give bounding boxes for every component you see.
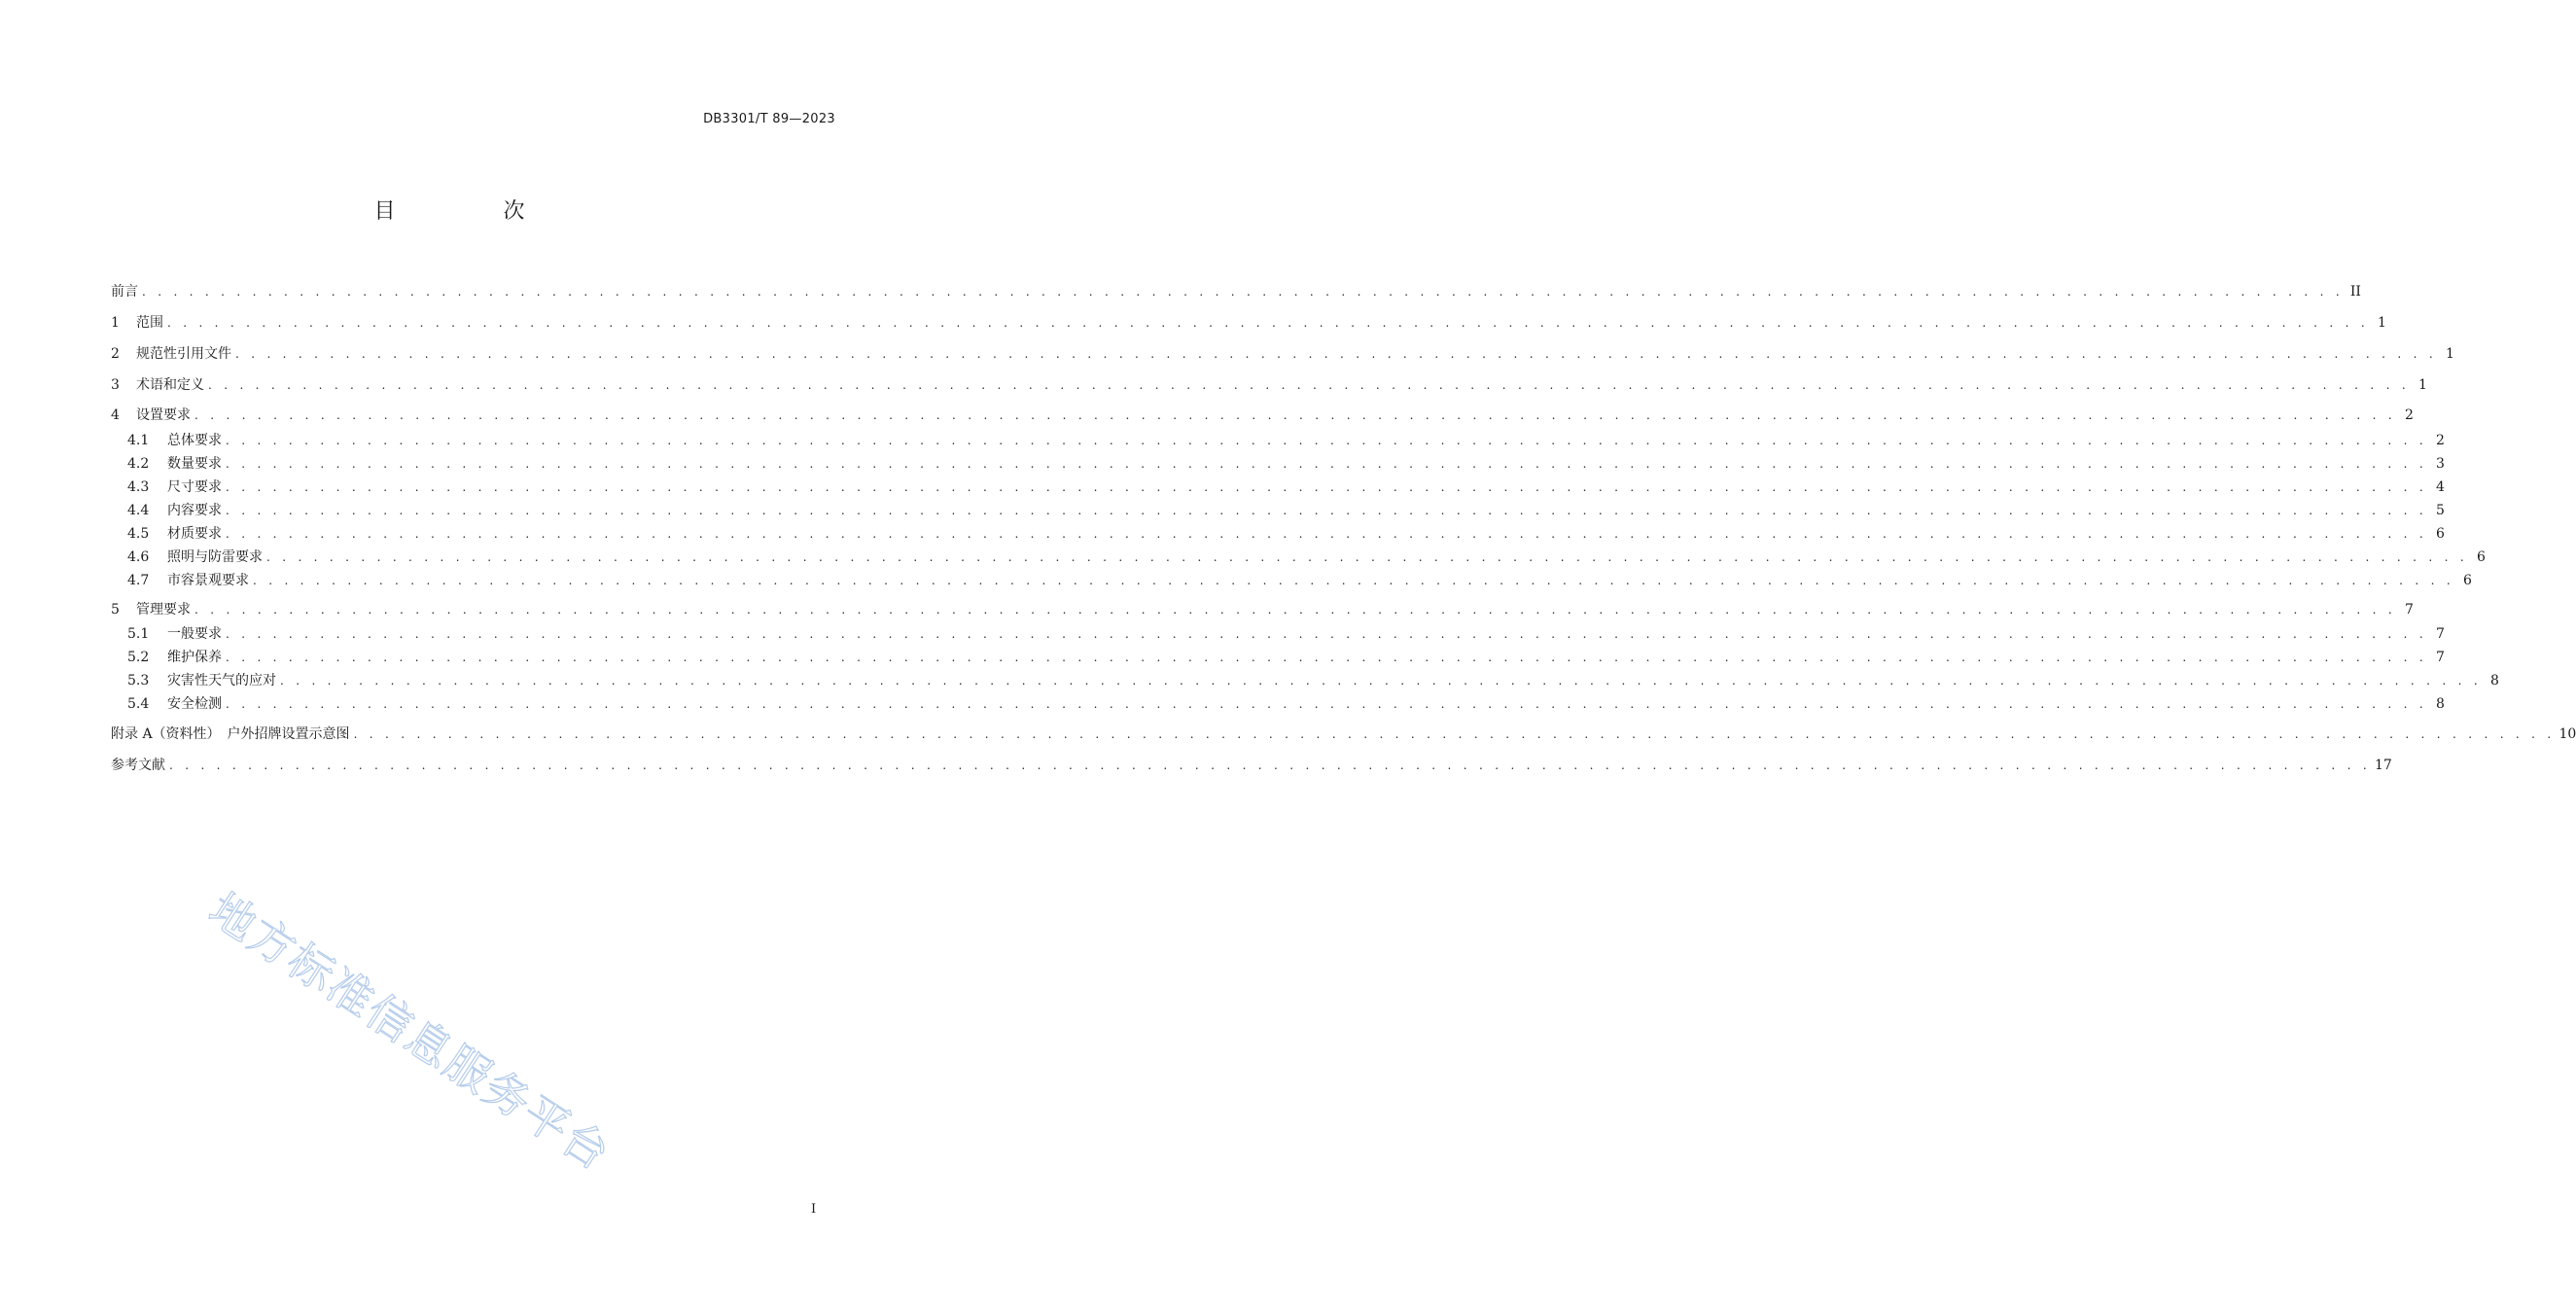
toc-entry-page: 1	[2446, 346, 2454, 362]
toc-entry-number: 4.6	[127, 549, 150, 565]
toc-entry-page: 5	[2436, 503, 2445, 518]
toc-entry-page: 1	[2418, 377, 2427, 393]
toc-entry-title: 尺寸要求	[167, 479, 222, 495]
toc-entry-title: 术语和定义	[136, 377, 204, 393]
toc-dot-leader: . . . . . . . . . . . . . . . . . . . . . . . . . . . . . . . . . . . . . . . . . . . . . . . . . . . . . . . . . . . . . . . . . . . . . . . . . . . . . . . . . . . . . . . . . . . . . . . . . . . . . . . . . . . . . . . . . . . . . . . . . . . . . . . . . . . . . . . . . . . .	[266, 550, 2468, 564]
toc-entry-page: 8	[2436, 696, 2445, 712]
toc-entry-number: 4.3	[127, 479, 150, 495]
toc-entry-page: 7	[2405, 602, 2414, 618]
toc-dot-leader: . . . . . . . . . . . . . . . . . . . . . . . . . . . . . . . . . . . . . . . . . . . . . . . . . . . . . . . . . . . . . . . . . . . . . . . . . . . . . . . . . . . . . . . . . . . . . . . . . . . . . . . . . . . . . . . . . . . . . . . . . . . . . . . . . . . . . . . . . . . .	[226, 457, 2427, 471]
toc-entry-label	[111, 694, 222, 714]
toc-entry-title: 一般要求	[167, 626, 222, 642]
toc-entry[interactable]	[111, 454, 2445, 474]
toc-entry-label	[111, 571, 249, 590]
page-number: I	[811, 1202, 817, 1217]
toc-entry-page: 6	[2477, 549, 2486, 565]
toc-entry-number: 1	[111, 315, 120, 331]
toc-entry-page: 7	[2436, 626, 2445, 642]
toc-entry-label	[111, 431, 222, 450]
toc-entry[interactable]	[111, 431, 2445, 450]
toc-dot-leader: . . . . . . . . . . . . . . . . . . . . . . . . . . . . . . . . . . . . . . . . . . . . . . . . . . . . . . . . . . . . . . . . . . . . . . . . . . . . . . . . . . . . . . . . . . . . . . . . . . . . . . . . . . . . . . . . . . . . . . . . . . . . . . . . . . . . . . . . . . . .	[167, 316, 2369, 330]
toc-entry[interactable]	[111, 524, 2445, 544]
toc-entry-page: 6	[2436, 526, 2445, 542]
toc-entry-page: II	[2349, 284, 2361, 300]
toc-entry[interactable]	[111, 375, 2427, 395]
toc-entry-number: 3	[111, 377, 120, 393]
toc-entry-number: 5.1	[127, 626, 150, 642]
toc-entry[interactable]	[111, 756, 2392, 775]
toc-entry[interactable]	[111, 501, 2445, 520]
toc-entry[interactable]	[111, 313, 2386, 333]
toc-entry-page: 2	[2436, 433, 2445, 448]
toc-entry-number: 5.2	[127, 650, 150, 665]
toc-entry-label	[111, 756, 165, 775]
toc-entry-number: 5.4	[127, 696, 150, 712]
toc-entry[interactable]	[111, 648, 2445, 667]
toc-entry-label	[111, 477, 222, 497]
toc-dot-leader: . . . . . . . . . . . . . . . . . . . . . . . . . . . . . . . . . . . . . . . . . . . . . . . . . . . . . . . . . . . . . . . . . . . . . . . . . . . . . . . . . . . . . . . . . . . . . . . . . . . . . . . . . . . . . . . . . . . . . . . . . . . . . . . . . . . . . . . . . . . .	[253, 574, 2454, 587]
toc-entry[interactable]	[111, 282, 2361, 301]
toc-entry-label	[111, 344, 231, 364]
toc-entry-page: 8	[2490, 673, 2499, 689]
toc-entry-number: 4.2	[127, 456, 150, 472]
toc-entry-label	[111, 671, 276, 690]
toc-entry-title: 内容要求	[167, 503, 222, 518]
toc-dot-leader: . . . . . . . . . . . . . . . . . . . . . . . . . . . . . . . . . . . . . . . . . . . . . . . . . . . . . . . . . . . . . . . . . . . . . . . . . . . . . . . . . . . . . . . . . . . . . . . . . . . . . . . . . . . . . . . . . . . . . . . . . . . . . . . . . . . . . . . . . . . .	[194, 408, 2396, 422]
toc-entry-label	[111, 524, 222, 544]
toc-dot-leader: . . . . . . . . . . . . . . . . . . . . . . . . . . . . . . . . . . . . . . . . . . . . . . . . . . . . . . . . . . . . . . . . . . . . . . . . . . . . . . . . . . . . . . . . . . . . . . . . . . . . . . . . . . . . . . . . . . . . . . . . . . . . . . . . . . . . . . . . . . . .	[226, 527, 2427, 541]
toc-entry-title: 维护保养	[167, 650, 222, 665]
toc-dot-leader: . . . . . . . . . . . . . . . . . . . . . . . . . . . . . . . . . . . . . . . . . . . . . . . . . . . . . . . . . . . . . . . . . . . . . . . . . . . . . . . . . . . . . . . . . . . . . . . . . . . . . . . . . . . . . . . . . . . . . . . . . . . . . . . . . . . . . . . . . . . .	[226, 480, 2427, 494]
toc-entry-number: 5	[111, 602, 120, 618]
toc-entry-label	[111, 648, 222, 667]
toc-entry-label	[111, 454, 222, 474]
toc-entry-page: 7	[2436, 650, 2445, 665]
toc-entry-title: 市容景观要求	[167, 573, 249, 588]
toc-entry-page: 4	[2436, 479, 2445, 495]
toc-entry-title: 设置要求	[136, 407, 191, 423]
toc-entry-title: 参考文献	[111, 758, 165, 773]
toc-entry-label	[111, 600, 191, 619]
toc-entry-title: 照明与防雷要求	[167, 549, 263, 565]
toc-entry[interactable]	[111, 671, 2499, 690]
toc-entry-title: 灾害性天气的应对	[167, 673, 276, 689]
toc-entry-title: 总体要求	[167, 433, 222, 448]
toc-dot-leader: . . . . . . . . . . . . . . . . . . . . . . . . . . . . . . . . . . . . . . . . . . . . . . . . . . . . . . . . . . . . . . . . . . . . . . . . . . . . . . . . . . . . . . . . . . . . . . . . . . . . . . . . . . . . . . . . . . . . . . . . . . . . . . . . . . . . . . . . . . . .	[226, 697, 2427, 711]
toc-entry-page: 3	[2436, 456, 2445, 472]
toc-dot-leader: . . . . . . . . . . . . . . . . . . . . . . . . . . . . . . . . . . . . . . . . . . . . . . . . . . . . . . . . . . . . . . . . . . . . . . . . . . . . . . . . . . . . . . . . . . . . . . . . . . . . . . . . . . . . . . . . . . . . . . . . . . . . . . . . . . . . . . . . . . . .	[235, 347, 2437, 361]
toc-dot-leader: . . . . . . . . . . . . . . . . . . . . . . . . . . . . . . . . . . . . . . . . . . . . . . . . . . . . . . . . . . . . . . . . . . . . . . . . . . . . . . . . . . . . . . . . . . . . . . . . . . . . . . . . . . . . . . . . . . . . . . . . . . . . . . . . . . . . . . . . . . . .	[169, 759, 2371, 772]
toc-title: 目 次	[373, 199, 576, 224]
watermark: 地方标准信息服务平台	[199, 882, 620, 1182]
toc-entry[interactable]	[111, 344, 2454, 364]
toc-dot-leader: . . . . . . . . . . . . . . . . . . . . . . . . . . . . . . . . . . . . . . . . . . . . . . . . . . . . . . . . . . . . . . . . . . . . . . . . . . . . . . . . . . . . . . . . . . . . . . . . . . . . . . . . . . . . . . . . . . . . . . . . . . . . . . . . . . . . . . . . . . . .	[226, 651, 2427, 664]
toc-entry-label	[111, 313, 163, 333]
toc-entry[interactable]	[111, 571, 2472, 590]
toc-entry-label	[111, 406, 191, 425]
toc-entry-number: 4.5	[127, 526, 150, 542]
toc-entry-number: 4.7	[127, 573, 150, 588]
toc-entry-title: 范围	[136, 315, 163, 331]
toc-dot-leader: . . . . . . . . . . . . . . . . . . . . . . . . . . . . . . . . . . . . . . . . . . . . . . . . . . . . . . . . . . . . . . . . . . . . . . . . . . . . . . . . . . . . . . . . . . . . . . . . . . . . . . . . . . . . . . . . . . . . . . . . . . . . . . . . . . . . . . . . . . . .	[226, 627, 2427, 641]
toc-dot-leader: . . . . . . . . . . . . . . . . . . . . . . . . . . . . . . . . . . . . . . . . . . . . . . . . . . . . . . . . . . . . . . . . . . . . . . . . . . . . . . . . . . . . . . . . . . . . . . . . . . . . . . . . . . . . . . . . . . . . . . . . . . . . . . . . . . . . . . . . . . . .	[226, 504, 2427, 517]
toc-dot-leader: . . . . . . . . . . . . . . . . . . . . . . . . . . . . . . . . . . . . . . . . . . . . . . . . . . . . . . . . . . . . . . . . . . . . . . . . . . . . . . . . . . . . . . . . . . . . . . . . . . . . . . . . . . . . . . . . . . . . . . . . . . . . . . . . . . . . . . . . . . . .	[194, 603, 2396, 617]
toc-entry-number: 2	[111, 346, 120, 362]
toc-entry-page: 17	[2374, 758, 2392, 773]
toc-entry-number: 5.3	[127, 673, 150, 689]
toc-entry-label	[111, 375, 204, 395]
toc-entry[interactable]	[111, 694, 2445, 714]
toc-entry-title: 管理要求	[136, 602, 191, 618]
toc-entry-number: 4.4	[127, 503, 150, 518]
toc-entry-label	[111, 282, 138, 301]
toc-entry[interactable]	[111, 477, 2445, 497]
toc-entry-title: 附录 A（资料性） 户外招牌设置示意图	[111, 726, 350, 742]
toc-entry-title: 材质要求	[167, 526, 222, 542]
toc-entry-title: 规范性引用文件	[136, 346, 231, 362]
toc-entry[interactable]	[111, 600, 2414, 619]
toc-entry-title: 前言	[111, 284, 138, 300]
toc-entry-page: 1	[2378, 315, 2386, 331]
toc-dot-leader: . . . . . . . . . . . . . . . . . . . . . . . . . . . . . . . . . . . . . . . . . . . . . . . . . . . . . . . . . . . . . . . . . . . . . . . . . . . . . . . . . . . . . . . . . . . . . . . . . . . . . . . . . . . . . . . . . . . . . . . . . . . . . . . . . . . . . . . . . . . .	[280, 674, 2482, 688]
toc-entry-label	[111, 548, 263, 567]
toc-entry[interactable]	[111, 406, 2414, 425]
toc-entry-page: 6	[2463, 573, 2472, 588]
toc-dot-leader: . . . . . . . . . . . . . . . . . . . . . . . . . . . . . . . . . . . . . . . . . . . . . . . . . . . . . . . . . . . . . . . . . . . . . . . . . . . . . . . . . . . . . . . . . . . . . . . . . . . . . . . . . . . . . . . . . . . . . . . . . . . . . . . . . . . . . . . . . . . .	[226, 434, 2427, 447]
toc-entry[interactable]	[111, 624, 2445, 644]
toc-entry-title: 数量要求	[167, 456, 222, 472]
toc-dot-leader: . . . . . . . . . . . . . . . . . . . . . . . . . . . . . . . . . . . . . . . . . . . . . . . . . . . . . . . . . . . . . . . . . . . . . . . . . . . . . . . . . . . . . . . . . . . . . . . . . . . . . . . . . . . . . . . . . . . . . . . . . . . . . . . . . . . . . . . . . . . .	[208, 378, 2410, 392]
toc-entry-page: 10	[2558, 726, 2576, 742]
toc-entry-label	[111, 724, 350, 744]
toc-entry[interactable]	[111, 724, 2576, 744]
toc-entry-page: 2	[2405, 407, 2414, 423]
toc-entry-label	[111, 624, 222, 644]
toc-dot-leader: . . . . . . . . . . . . . . . . . . . . . . . . . . . . . . . . . . . . . . . . . . . . . . . . . . . . . . . . . . . . . . . . . . . . . . . . . . . . . . . . . . . . . . . . . . . . . . . . . . . . . . . . . . . . . . . . . . . . . . . . . . . . . . . . . . . . . . . . . . . .	[142, 285, 2344, 299]
toc-dot-leader: . . . . . . . . . . . . . . . . . . . . . . . . . . . . . . . . . . . . . . . . . . . . . . . . . . . . . . . . . . . . . . . . . . . . . . . . . . . . . . . . . . . . . . . . . . . . . . . . . . . . . . . . . . . . . . . . . . . . . . . . . . . . . . . . . . . . . . . . . . . .	[353, 727, 2556, 741]
toc-entry-label	[111, 501, 222, 520]
toc-entry-number: 4	[111, 407, 120, 423]
document-code: DB3301/T 89—2023	[703, 112, 835, 126]
toc-entry-number: 4.1	[127, 433, 150, 448]
toc-entry[interactable]	[111, 548, 2486, 567]
toc-entry-title: 安全检测	[167, 696, 222, 712]
